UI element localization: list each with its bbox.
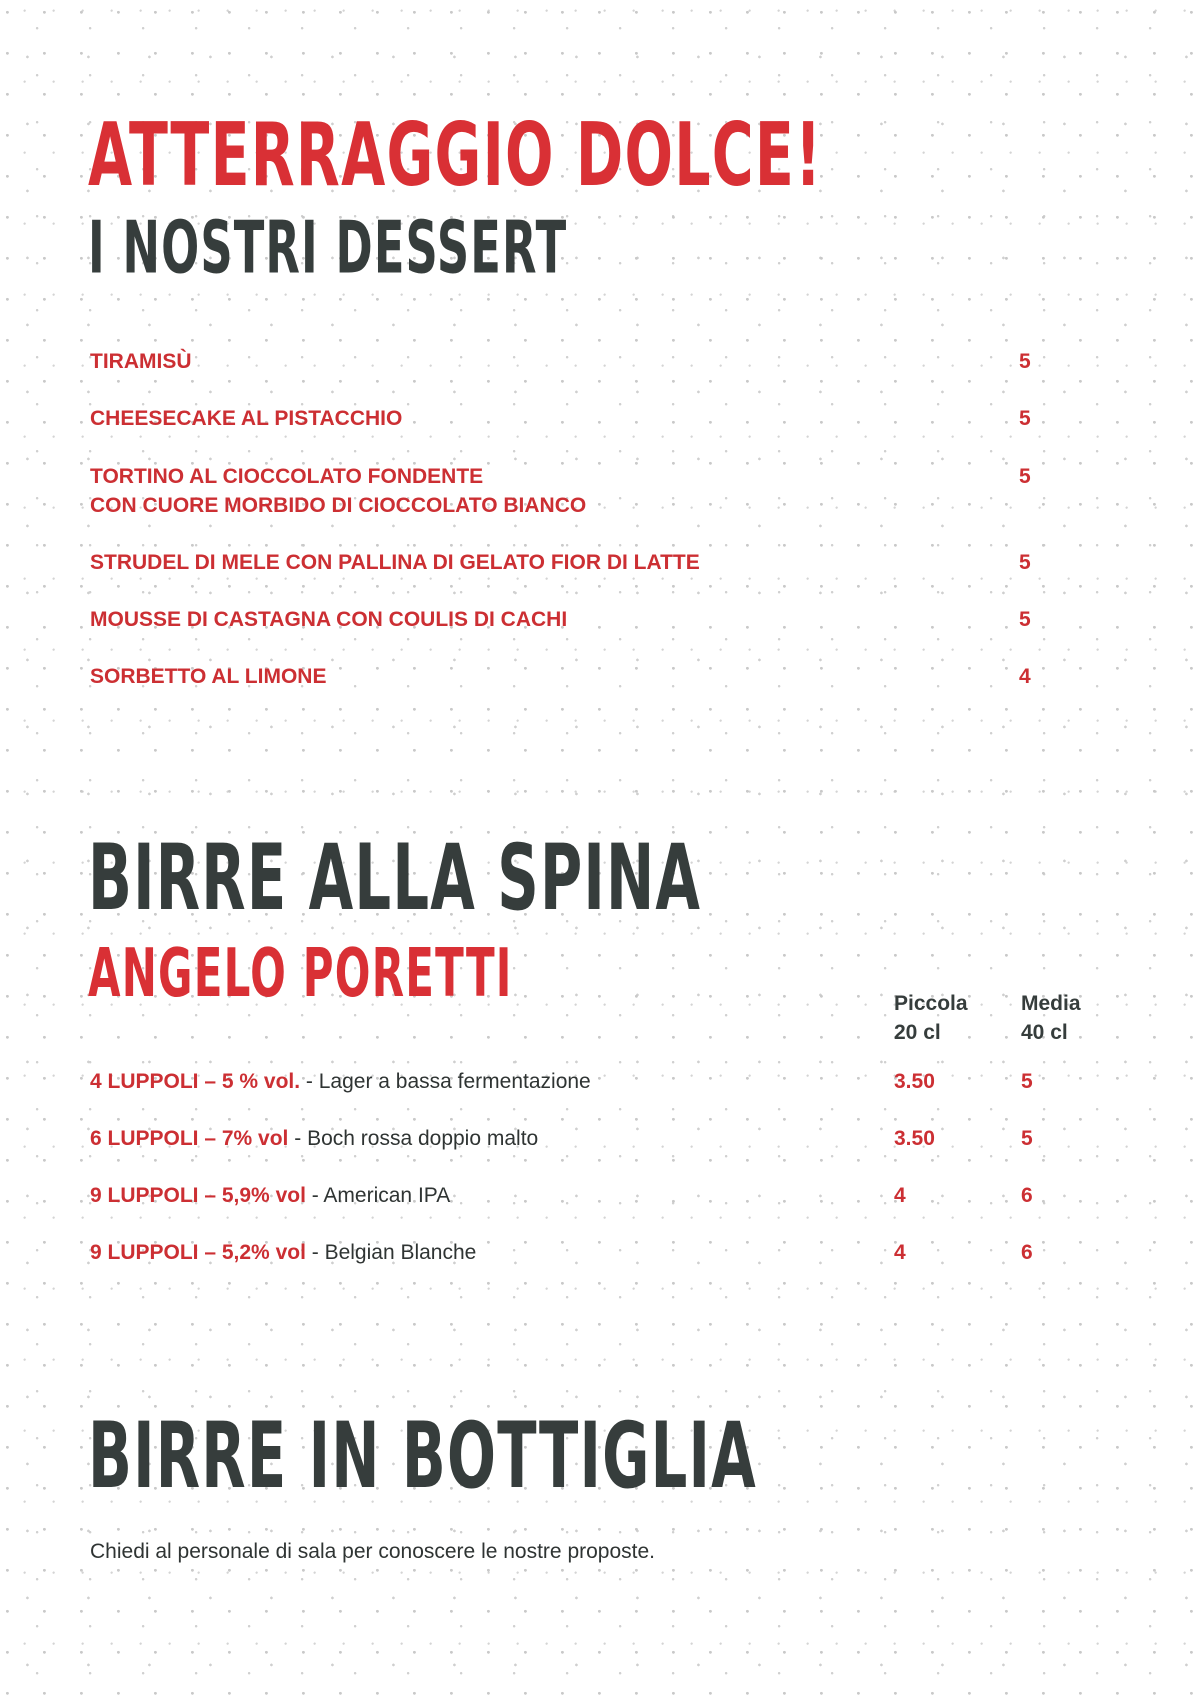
- beer-row: [90, 1124, 538, 1153]
- beer-name: 4 LUPPOLI – 5 % vol.: [90, 1070, 301, 1093]
- menu-item-price: 5: [1019, 350, 1031, 373]
- menu-item-price: 5: [1019, 608, 1031, 631]
- price-medium: 5: [1021, 1127, 1033, 1150]
- beer-name: 9 LUPPOLI – 5,9% vol: [90, 1184, 306, 1207]
- beer-description: - American IPA: [305, 1184, 451, 1207]
- menu-item-price: 4: [1019, 665, 1031, 688]
- draft-beer-subtitle: ANGELO PORETTI: [88, 934, 513, 1013]
- column-size: 20 cl: [894, 1021, 941, 1044]
- dessert-subtitle: I NOSTRI DESSERT: [88, 205, 568, 290]
- bottled-beer-note: Chiedi al personale di sala per conoscere le nostre proposte.: [90, 1540, 656, 1563]
- price-medium: 6: [1021, 1184, 1033, 1207]
- column-header-medium: [1021, 989, 1081, 1047]
- menu-item-name-line2: CON CUORE MORBIDO DI CIOCCOLATO BIANCO: [90, 494, 587, 517]
- menu-item-name: TIRAMISÙ: [90, 350, 192, 373]
- menu-item-name: STRUDEL DI MELE CON PALLINA DI GELATO FIOR DI LATTE: [90, 551, 700, 574]
- menu-item-price: 5: [1019, 551, 1031, 574]
- menu-item-name: MOUSSE DI CASTAGNA CON COULIS DI CACHI: [90, 608, 568, 631]
- price-medium: 6: [1021, 1241, 1033, 1264]
- column-label: Media: [1021, 992, 1081, 1015]
- beer-row: [90, 1238, 476, 1267]
- dessert-title: ATTERRAGGIO DOLCE!: [88, 104, 823, 207]
- draft-beer-title: BIRRE ALLA SPINA: [88, 824, 702, 931]
- menu-item-price: 5: [1019, 465, 1031, 488]
- beer-description: - Lager a bassa fermentazione: [300, 1070, 591, 1093]
- beer-description: - Belgian Blanche: [305, 1241, 477, 1264]
- menu-item-name: SORBETTO AL LIMONE: [90, 665, 327, 688]
- menu-item-name: CHEESECAKE AL PISTACCHIO: [90, 407, 403, 430]
- column-size: 40 cl: [1021, 1021, 1068, 1044]
- menu-item-price: 5: [1019, 407, 1031, 430]
- price-medium: 5: [1021, 1070, 1033, 1093]
- beer-row: [90, 1181, 450, 1210]
- beer-name: 9 LUPPOLI – 5,2% vol: [90, 1241, 306, 1264]
- menu-item-name: TORTINO AL CIOCCOLATO FONDENTE: [90, 465, 484, 488]
- column-label: Piccola: [894, 992, 968, 1015]
- price-small: 3.50: [894, 1127, 935, 1150]
- price-small: 4: [894, 1241, 906, 1264]
- beer-name: 6 LUPPOLI – 7% vol: [90, 1127, 289, 1150]
- bottled-beer-title: BIRRE IN BOTTIGLIA: [88, 1402, 757, 1509]
- column-header-small: [894, 989, 968, 1047]
- price-small: 3.50: [894, 1070, 935, 1093]
- price-small: 4: [894, 1184, 906, 1207]
- beer-row: [90, 1067, 591, 1096]
- beer-description: - Boch rossa doppio malto: [288, 1127, 539, 1150]
